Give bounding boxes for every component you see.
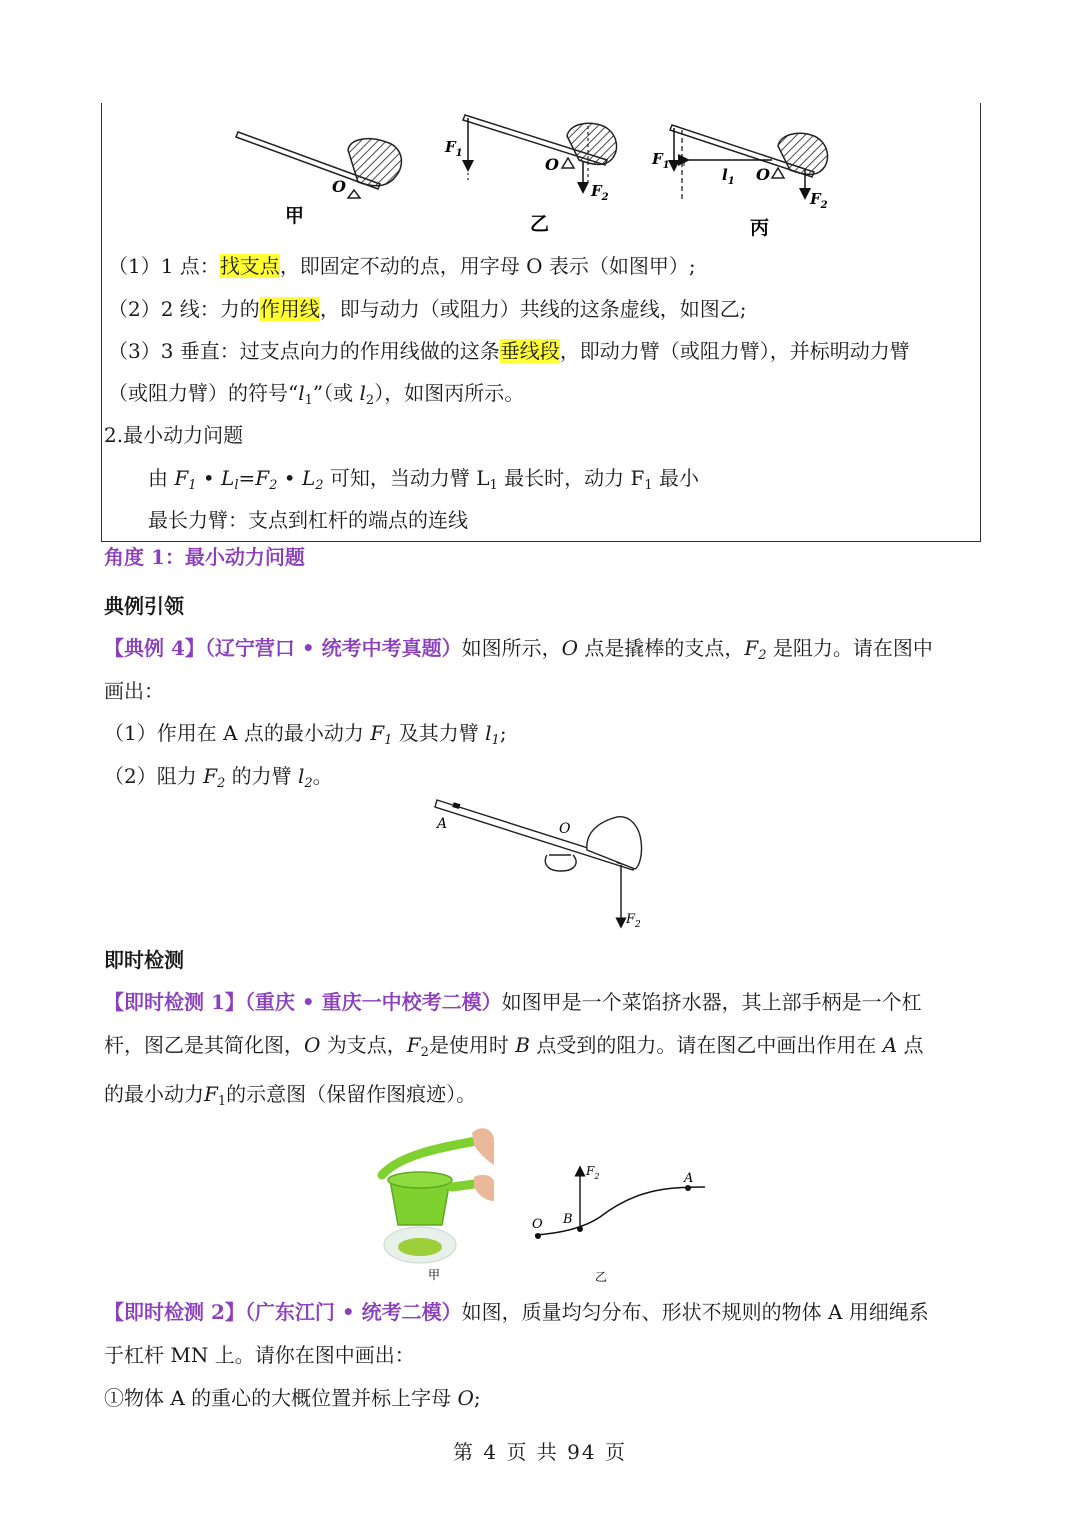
- check-1-line-2: [104, 1031, 924, 1059]
- label-jia: 甲: [428, 1268, 441, 1282]
- step-3-highlight: 垂线段: [499, 339, 560, 363]
- label-f1-sub: 1: [455, 148, 463, 159]
- symbol-l2: l: [359, 381, 366, 405]
- label-b: B: [563, 1212, 573, 1227]
- label-l1-sub: 1: [727, 176, 735, 187]
- svg-text:F1: [651, 150, 670, 171]
- text: 如图甲是一个菜馅挤水器，其上部手柄是一个杠: [501, 990, 922, 1014]
- svg-text:F1: [444, 138, 463, 159]
- text: 为支点，: [320, 1033, 407, 1057]
- check-1-line-1: [104, 988, 922, 1016]
- subscript: 1: [489, 478, 498, 493]
- text: 的最小动力: [104, 1082, 204, 1106]
- min-force-title: 2.最小动力问题: [104, 423, 244, 447]
- text: 物体 A 的重心的大概位置并标上字母: [124, 1386, 458, 1410]
- label-f2: F: [586, 1164, 595, 1178]
- label-yi: 乙: [530, 213, 550, 235]
- svg-text:F2: [809, 190, 828, 211]
- check-heading: 即时检测: [104, 948, 184, 972]
- subscript: 1: [491, 733, 500, 748]
- diagram-jia: [236, 132, 401, 227]
- label-bing: 丙: [750, 217, 770, 239]
- check-1-tag: 【即时检测 1】: [104, 990, 245, 1014]
- text: 是阻力。请在图中: [766, 636, 933, 660]
- label-f2: F: [810, 190, 821, 208]
- symbol: F: [370, 721, 385, 745]
- text: 及其力臂: [392, 721, 486, 745]
- example-heading: 典例引领: [104, 594, 184, 618]
- check-2-tag: 【即时检测 2】: [104, 1300, 245, 1324]
- label-f2-sub: 2: [601, 192, 609, 203]
- text: ①: [104, 1386, 124, 1410]
- check-2-line-1: [104, 1298, 929, 1326]
- label-f1-sub: 1: [662, 160, 670, 171]
- text: •: [277, 466, 302, 490]
- text: 如图所示，: [461, 636, 562, 660]
- label-l1: l: [722, 166, 728, 184]
- subscript: 1: [384, 733, 393, 748]
- step-3-continued: [108, 379, 524, 407]
- step-2-highlight: 作用线: [259, 297, 320, 321]
- text: 的力臂: [225, 764, 298, 788]
- symbol: B: [515, 1033, 530, 1057]
- example-4-q1: [104, 719, 507, 747]
- symbol-l1: l: [298, 381, 305, 405]
- label-f2-sub: 2: [820, 200, 828, 211]
- symbol: F: [174, 466, 189, 490]
- example-4-tag: 【典例 4】: [104, 636, 205, 660]
- symbol: l: [485, 721, 492, 745]
- check-2-line-2: 于杠杆 MN 上。请你在图中画出：: [104, 1343, 415, 1367]
- step-3: [108, 337, 910, 365]
- step-2-suffix: ，即与动力（或阻力）共线的这条虚线，如图乙;: [319, 297, 747, 321]
- symbol: F: [204, 1082, 218, 1106]
- text: 由: [148, 466, 175, 490]
- text: ;: [499, 721, 507, 745]
- symbol: F: [203, 764, 217, 788]
- label-a: A: [684, 1171, 694, 1186]
- crowbar-figure: [425, 795, 665, 940]
- text: 点受到的阻力。请在图乙中画出作用在: [530, 1033, 883, 1057]
- step-1-suffix: ，即固定不动的点，用字母 O 表示（如图甲）;: [279, 254, 696, 278]
- subscript: 2: [304, 776, 313, 791]
- text: 。: [312, 764, 333, 788]
- example-4-line-2: 画出：: [104, 679, 164, 703]
- subscript: 1: [188, 478, 197, 493]
- label-f2: F: [626, 912, 636, 927]
- squeezer-figure: [370, 1125, 720, 1290]
- subscript: 2: [315, 478, 324, 493]
- svg-text:F2: [625, 912, 641, 930]
- subscript: l: [234, 478, 239, 493]
- symbol: O: [561, 636, 579, 660]
- subscript: 2: [365, 393, 375, 408]
- simplified-lever: [532, 1164, 705, 1284]
- check-2-item-1: [104, 1384, 481, 1412]
- symbol: l: [297, 764, 305, 788]
- step-1-prefix: （1）1 点：: [108, 254, 220, 278]
- label-f2: F: [591, 182, 602, 200]
- label-o: O: [532, 1217, 543, 1232]
- angle-title: 角度 1：最小动力问题: [104, 545, 305, 569]
- formula-line: [148, 464, 699, 492]
- symbol: A: [882, 1033, 898, 1057]
- symbol: L: [301, 466, 316, 490]
- label-yi: 乙: [595, 1270, 608, 1284]
- example-4-line-1: [104, 634, 933, 662]
- example-4-source: （辽宁营口 • 统考中考真题）: [204, 636, 462, 660]
- subscript: 2: [758, 648, 767, 663]
- text: 是使用时: [428, 1033, 516, 1057]
- label-f2-sub: 2: [635, 920, 641, 930]
- text: ”（或: [312, 381, 360, 405]
- text: 可知，当动力臂 L: [323, 466, 490, 490]
- text: （2）阻力: [104, 764, 204, 788]
- svg-text:l1: [722, 166, 735, 187]
- label-o: O: [559, 821, 571, 837]
- symbol: F: [406, 1033, 421, 1057]
- text: =: [238, 466, 256, 490]
- check-2-source: （广东江门 • 统考二模）: [244, 1300, 462, 1324]
- step-1: [108, 252, 696, 280]
- label-o: O: [545, 155, 559, 174]
- step-1-highlight: 找支点: [219, 254, 280, 278]
- label-f2-sub: 2: [594, 1172, 600, 1181]
- label-f1: F: [445, 138, 456, 156]
- subscript: 1: [217, 1094, 227, 1109]
- text: 杆，图乙是其简化图，: [104, 1033, 304, 1057]
- label-a: A: [437, 816, 448, 832]
- page-footer: 第 4 页 共 94 页: [453, 1440, 627, 1464]
- subscript: 2: [216, 776, 226, 791]
- text: （1）作用在 A 点的最小动力: [104, 721, 371, 745]
- step-2-prefix: （2）2 线：力的: [108, 297, 260, 321]
- example-4-q2: [104, 762, 333, 790]
- lever-diagrams-figure: [230, 110, 850, 245]
- check-1-line-3: [104, 1080, 476, 1108]
- symbol: O: [457, 1386, 474, 1410]
- text: 点是撬棒的支点，: [578, 636, 745, 660]
- symbol: F: [255, 466, 270, 490]
- subscript: 1: [644, 478, 653, 493]
- step-2: [108, 295, 747, 323]
- svg-text:F2: [585, 1164, 599, 1181]
- text: 点: [897, 1033, 924, 1057]
- text: （或阻力臂）的符号“: [108, 381, 299, 405]
- text: 如图，质量均匀分布、形状不规则的物体 A 用细绳系: [461, 1300, 929, 1324]
- text: ;: [473, 1386, 481, 1410]
- text: 最长时，动力 F: [497, 466, 645, 490]
- label-f1: F: [652, 150, 663, 168]
- diagram-bing: [651, 125, 828, 239]
- label-o: O: [332, 177, 346, 196]
- text: 最小: [652, 466, 700, 490]
- text: ），如图丙所示。: [374, 381, 525, 405]
- label-jia: 甲: [285, 205, 305, 227]
- longest-arm-line: 最长力臂：支点到杠杆的端点的连线: [148, 508, 468, 532]
- squeezer-photo: [382, 1128, 494, 1282]
- diagram-yi: [444, 115, 617, 235]
- symbol: F: [744, 636, 759, 660]
- subscript: 2: [420, 1045, 429, 1060]
- step-3-suffix: ，即动力臂（或阻力臂），并标明动力臂: [559, 339, 910, 363]
- symbol: L: [221, 466, 235, 490]
- symbol: O: [304, 1033, 321, 1057]
- svg-text:F2: [590, 182, 609, 203]
- text: •: [196, 466, 222, 490]
- step-3-prefix: （3）3 垂直：过支点向力的作用线做的这条: [108, 339, 500, 363]
- text: 的示意图（保留作图痕迹）。: [226, 1082, 477, 1106]
- label-o: O: [756, 165, 770, 184]
- check-1-source: （重庆 • 重庆一中校考二模）: [244, 990, 502, 1014]
- subscript: 2: [269, 478, 278, 493]
- subscript: 1: [304, 393, 313, 408]
